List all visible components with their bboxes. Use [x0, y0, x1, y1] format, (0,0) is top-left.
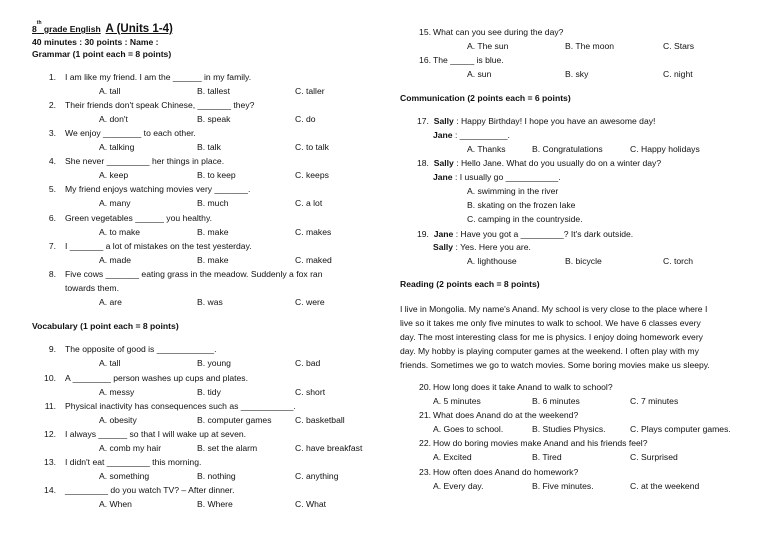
question-text: Green vegetables ______ you healthy.: [65, 213, 212, 223]
unit-title: A (Units 1-4): [105, 23, 173, 35]
option-a[interactable]: A. Excited: [433, 452, 472, 462]
dialogue-line: : Happy Birthday! I hope you have an awesome day!: [453, 116, 656, 126]
question-text: My friend enjoys watching movies very _______.: [65, 184, 251, 194]
option-b[interactable]: B. was: [197, 297, 223, 307]
option-b[interactable]: B. to keep: [197, 170, 236, 180]
time-points-name: 40 minutes : 30 points : Name :: [32, 37, 159, 47]
question-text: Five cows _______ eating grass in the meadow. Suddenly a fox ran: [65, 269, 323, 279]
question-text: Physical inactivity has consequences such as ___________.: [65, 401, 296, 411]
dialogue-line: : Yes. Here you are.: [453, 242, 531, 252]
option-c[interactable]: C. have breakfast: [295, 443, 363, 453]
dialogue-reply: [433, 242, 531, 252]
speaker-name: Jane: [433, 130, 453, 140]
speaker-name: Jane: [433, 229, 454, 239]
passage-line: I live in Mongolia. My name's Anand. My school is very close to the place where I: [400, 304, 708, 314]
question-text: We enjoy ________ to each other.: [65, 128, 196, 138]
option-b[interactable]: B. young: [197, 358, 231, 368]
question-number: 20.: [419, 382, 431, 392]
option-b[interactable]: B. Five minutes.: [532, 481, 594, 491]
speaker-name: Jane: [433, 172, 453, 182]
speaker-name: Sally: [433, 116, 454, 126]
option-b[interactable]: B. 6 minutes: [532, 396, 580, 406]
option-c[interactable]: C. bad: [295, 358, 321, 368]
option-a[interactable]: A. tall: [99, 86, 121, 96]
dialogue-line: : Have you got a _________? It's dark outside.: [453, 229, 634, 239]
option-b[interactable]: B. Tired: [532, 452, 562, 462]
passage-line: day. My hobby is playing computer games at the weekend. I often play with my: [400, 346, 699, 356]
option-a[interactable]: A. something: [99, 471, 150, 481]
option-b[interactable]: B. Where: [197, 499, 233, 509]
question-number: 9.: [48, 344, 56, 354]
option-c[interactable]: C. 7 minutes: [630, 396, 679, 406]
passage-line: day. The most interesting class for me is physics. I enjoy doing homework every: [400, 332, 703, 342]
option-a[interactable]: A. made: [99, 255, 132, 265]
question-number: 17.: [417, 116, 429, 126]
question-17: [417, 116, 655, 126]
question-number: 10.: [44, 373, 56, 383]
option-a[interactable]: A. swimming in the river: [467, 186, 559, 196]
question-18: [417, 158, 661, 168]
option-b[interactable]: B. skating on the frozen lake: [467, 200, 576, 210]
dialogue-line: : __________.: [452, 130, 510, 140]
option-a[interactable]: A. sun: [467, 69, 492, 79]
option-b[interactable]: B. much: [197, 198, 229, 208]
question-number: 12.: [44, 429, 56, 439]
question-text: Their friends don't speak Chinese, _______ they?: [65, 100, 255, 110]
option-c[interactable]: C. Happy holidays: [630, 144, 700, 154]
question-number: 22.: [419, 438, 431, 448]
question-number: 7.: [48, 241, 56, 251]
option-a[interactable]: A. comb my hair: [99, 443, 162, 453]
question-number: 13.: [44, 457, 56, 467]
question-number: 15.: [419, 27, 431, 37]
question-number: 2.: [48, 100, 56, 110]
option-a[interactable]: A. When: [99, 499, 132, 509]
communication-heading: Communication (2 points each = 6 points): [400, 93, 571, 103]
option-c[interactable]: C. night: [663, 69, 693, 79]
question-text: I didn't eat _________ this morning.: [65, 457, 202, 467]
speaker-name: Sally: [433, 242, 454, 252]
grade-superscript: th: [36, 20, 42, 26]
option-a[interactable]: A. lighthouse: [467, 256, 517, 266]
question-text: _________ do you watch TV? – After dinner.: [65, 485, 235, 495]
option-b[interactable]: B. computer games: [197, 415, 272, 425]
question-number: 3.: [48, 128, 56, 138]
option-c[interactable]: C. Plays computer games.: [630, 424, 731, 434]
option-a[interactable]: A. obesity: [99, 415, 137, 425]
option-b[interactable]: B. tidy: [197, 387, 221, 397]
dialogue-reply: [433, 130, 510, 140]
question-text: How do boring movies make Anand and his friends feel?: [433, 438, 648, 448]
option-b[interactable]: B. sky: [565, 69, 589, 79]
question-number: 21.: [419, 410, 431, 420]
vocabulary-heading: Vocabulary (1 point each = 8 points): [32, 321, 179, 331]
option-b[interactable]: B. bicycle: [565, 256, 602, 266]
option-a[interactable]: A. talking: [99, 142, 135, 152]
question-text: How long does it take Anand to walk to school?: [433, 382, 613, 392]
option-a[interactable]: A. are: [99, 297, 122, 307]
question-text: She never _________ her things in place.: [65, 156, 225, 166]
dialogue-line: : I usually go ___________.: [452, 172, 561, 182]
grade-label: grade English: [41, 24, 101, 34]
option-b[interactable]: B. speak: [197, 114, 231, 124]
option-c[interactable]: C. keeps: [295, 170, 329, 180]
option-b[interactable]: B. nothing: [197, 471, 236, 481]
option-a[interactable]: A. The sun: [467, 41, 509, 51]
question-text: How often does Anand do homework?: [433, 467, 579, 477]
option-b[interactable]: B. make: [197, 227, 229, 237]
option-a[interactable]: A. 5 minutes: [433, 396, 481, 406]
option-b[interactable]: B. Congratulations: [532, 144, 603, 154]
grammar-heading: Grammar (1 point each = 8 points): [32, 49, 172, 59]
question-text: A ________ person washes up cups and plates.: [65, 373, 248, 383]
grade-number: 8: [32, 24, 37, 34]
question-number: 1.: [48, 72, 56, 82]
option-c[interactable]: C. What: [295, 499, 327, 509]
option-c[interactable]: C. Stars: [663, 41, 695, 51]
option-c[interactable]: C. maked: [295, 255, 332, 265]
question-text: I always ______ so that I will wake up at seven.: [65, 429, 247, 439]
question-number: 5.: [48, 184, 56, 194]
option-b[interactable]: B. make: [197, 255, 229, 265]
option-c[interactable]: C. makes: [295, 227, 332, 237]
option-a[interactable]: A. to make: [99, 227, 141, 237]
question-number: 16.: [419, 55, 431, 65]
option-c[interactable]: C. basketball: [295, 415, 345, 425]
passage-line: live so it takes me only five minutes to walk to school. We have 6 classes every: [400, 318, 701, 328]
question-text-continued: towards them.: [65, 283, 119, 293]
question-number: 19.: [417, 229, 429, 239]
passage-line: friends. Sometimes we go to watch movies. Some boring movies make us sleepy.: [400, 360, 710, 370]
option-c[interactable]: C. at the weekend: [630, 481, 700, 491]
option-b[interactable]: B. tallest: [197, 86, 230, 96]
option-c[interactable]: C. were: [295, 297, 325, 307]
question-text: What does Anand do at the weekend?: [433, 410, 579, 420]
option-c[interactable]: C. short: [295, 387, 326, 397]
question-number: 18.: [417, 158, 429, 168]
option-c[interactable]: C. camping in the countryside.: [467, 214, 583, 224]
question-text: I am like my friend. I am the ______ in my family.: [65, 72, 252, 82]
speaker-name: Sally: [433, 158, 454, 168]
option-c[interactable]: C. torch: [663, 256, 694, 266]
option-a[interactable]: A. keep: [99, 170, 129, 180]
question-text: The _____ is blue.: [433, 55, 504, 65]
option-a[interactable]: A. Every day.: [433, 481, 484, 491]
question-text: The opposite of good is ____________.: [65, 344, 217, 354]
dialogue-reply: [433, 172, 561, 182]
option-b[interactable]: B. The moon: [565, 41, 615, 51]
question-text: What can you see during the day?: [433, 27, 564, 37]
question-number: 4.: [48, 156, 56, 166]
question-19: [417, 229, 633, 239]
option-a[interactable]: A. tall: [99, 358, 121, 368]
question-number: 11.: [44, 401, 56, 411]
question-number: 8.: [48, 269, 56, 279]
option-c[interactable]: C. Surprised: [630, 452, 678, 462]
option-c[interactable]: C. anything: [295, 471, 339, 481]
test-title: [32, 20, 173, 37]
option-c[interactable]: C. taller: [295, 86, 325, 96]
option-a[interactable]: A. Goes to school.: [433, 424, 504, 434]
question-number: 23.: [419, 467, 431, 477]
reading-heading: Reading (2 points each = 8 points): [400, 279, 540, 289]
question-number: 6.: [48, 213, 56, 223]
option-c[interactable]: C. do: [295, 114, 316, 124]
option-a[interactable]: A. many: [99, 198, 131, 208]
option-b[interactable]: B. set the alarm: [197, 443, 258, 453]
option-a[interactable]: A. Thanks: [467, 144, 506, 154]
option-c[interactable]: C. a lot: [295, 198, 323, 208]
option-a[interactable]: A. messy: [99, 387, 135, 397]
option-b[interactable]: B. Studies Physics.: [532, 424, 606, 434]
question-number: 14.: [44, 485, 56, 495]
option-a[interactable]: A. don't: [99, 114, 128, 124]
dialogue-line: : Hello Jane. What do you usually do on a winter day?: [453, 158, 662, 168]
option-b[interactable]: B. talk: [197, 142, 221, 152]
question-text: I _______ a lot of mistakes on the test yesterday.: [65, 241, 252, 251]
option-c[interactable]: C. to talk: [295, 142, 329, 152]
